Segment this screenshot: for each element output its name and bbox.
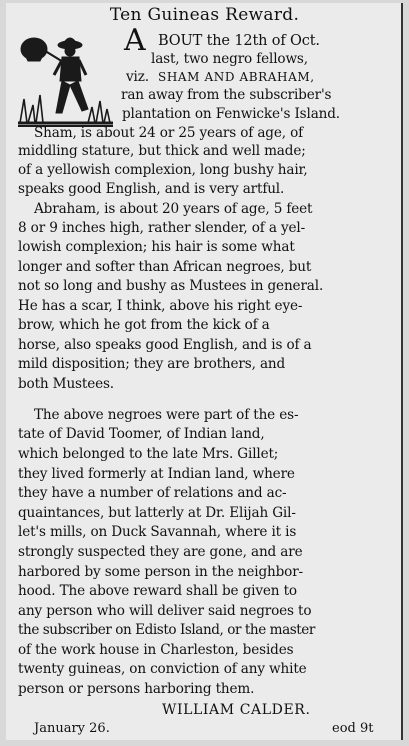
notice-line: 8 or 9 inches high, rather slender, of a yel- xyxy=(18,220,306,236)
notice-line: viz. xyxy=(126,69,149,85)
notice-line: strongly suspected they are gone, and are xyxy=(18,544,303,560)
column-rule xyxy=(401,3,403,740)
notice-line: any person who will deliver said negroes to xyxy=(18,603,312,619)
notice-line: horse, also speaks good English, and is of a xyxy=(18,337,312,353)
notice-line: they have a number of relations and ac- xyxy=(18,485,287,501)
notice-line: both Mustees. xyxy=(18,376,114,392)
notice-line: last, two negro fellows, xyxy=(151,51,308,67)
notice-line: He has a scar, I think, above his right eye- xyxy=(18,298,303,314)
notice-line: twenty guineas, on conviction of any white xyxy=(18,661,307,677)
runaway-figure-icon xyxy=(18,27,113,127)
notice-line: mild disposition; they are brothers, and xyxy=(18,356,286,372)
notice-line: ran away from the subscriber's xyxy=(121,87,332,103)
notice-line: which belonged to the late Mrs. Gillet; xyxy=(18,446,279,462)
notice-line: hood. The above reward shall be given to xyxy=(18,583,297,599)
notice-line: BOUT the 12th of Oct. xyxy=(158,33,320,49)
notice-line: person or persons harboring them. xyxy=(18,681,255,697)
notice-line: not so long and bushy as Mustees in general. xyxy=(18,278,324,294)
notice-line: quaintances, but latterly at Dr. Elijah Gil- xyxy=(18,505,296,521)
notice-line: let's mills, on Duck Savannah, where it is xyxy=(18,524,297,540)
notice-headline: Ten Guineas Reward. xyxy=(109,5,300,25)
notice-line: speaks good English, and is very artful. xyxy=(18,181,285,197)
notice-line: harbored by some person in the neighbor- xyxy=(18,564,303,580)
notice-line: tate of David Toomer, of Indian land, xyxy=(18,426,265,442)
runaway-names: SHAM AND ABRAHAM, xyxy=(158,70,315,84)
notice-date: January 26. xyxy=(34,721,110,736)
notice-line: of a yellowish complexion, long bushy hair, xyxy=(18,162,308,178)
notice-line: longer and softer than African negroes, but xyxy=(18,259,312,275)
notice-line: The above negroes were part of the es- xyxy=(34,407,299,423)
insertion-code: eod 9t xyxy=(332,721,374,736)
notice-line: they lived formerly at Indian land, where xyxy=(18,466,295,482)
notice-line: lowish complexion; his hair is some what xyxy=(18,239,295,255)
newspaper-clipping xyxy=(6,3,403,740)
notice-line: of the work house in Charleston, besides xyxy=(18,642,294,658)
drop-cap: A xyxy=(124,23,146,58)
notice-line: Abraham, is about 20 years of age, 5 feet xyxy=(34,201,313,217)
notice-line: the subscriber on Edisto Island, or the master xyxy=(18,622,315,638)
notice-line: plantation on Fenwicke's Island. xyxy=(122,106,340,122)
notice-line: brow, which he got from the kick of a xyxy=(18,317,270,333)
notice-line: middling stature, but thick and well made; xyxy=(18,143,306,159)
signature: WILLIAM CALDER. xyxy=(162,702,311,718)
notice-line: Sham, is about 24 or 25 years of age, of xyxy=(34,125,303,141)
